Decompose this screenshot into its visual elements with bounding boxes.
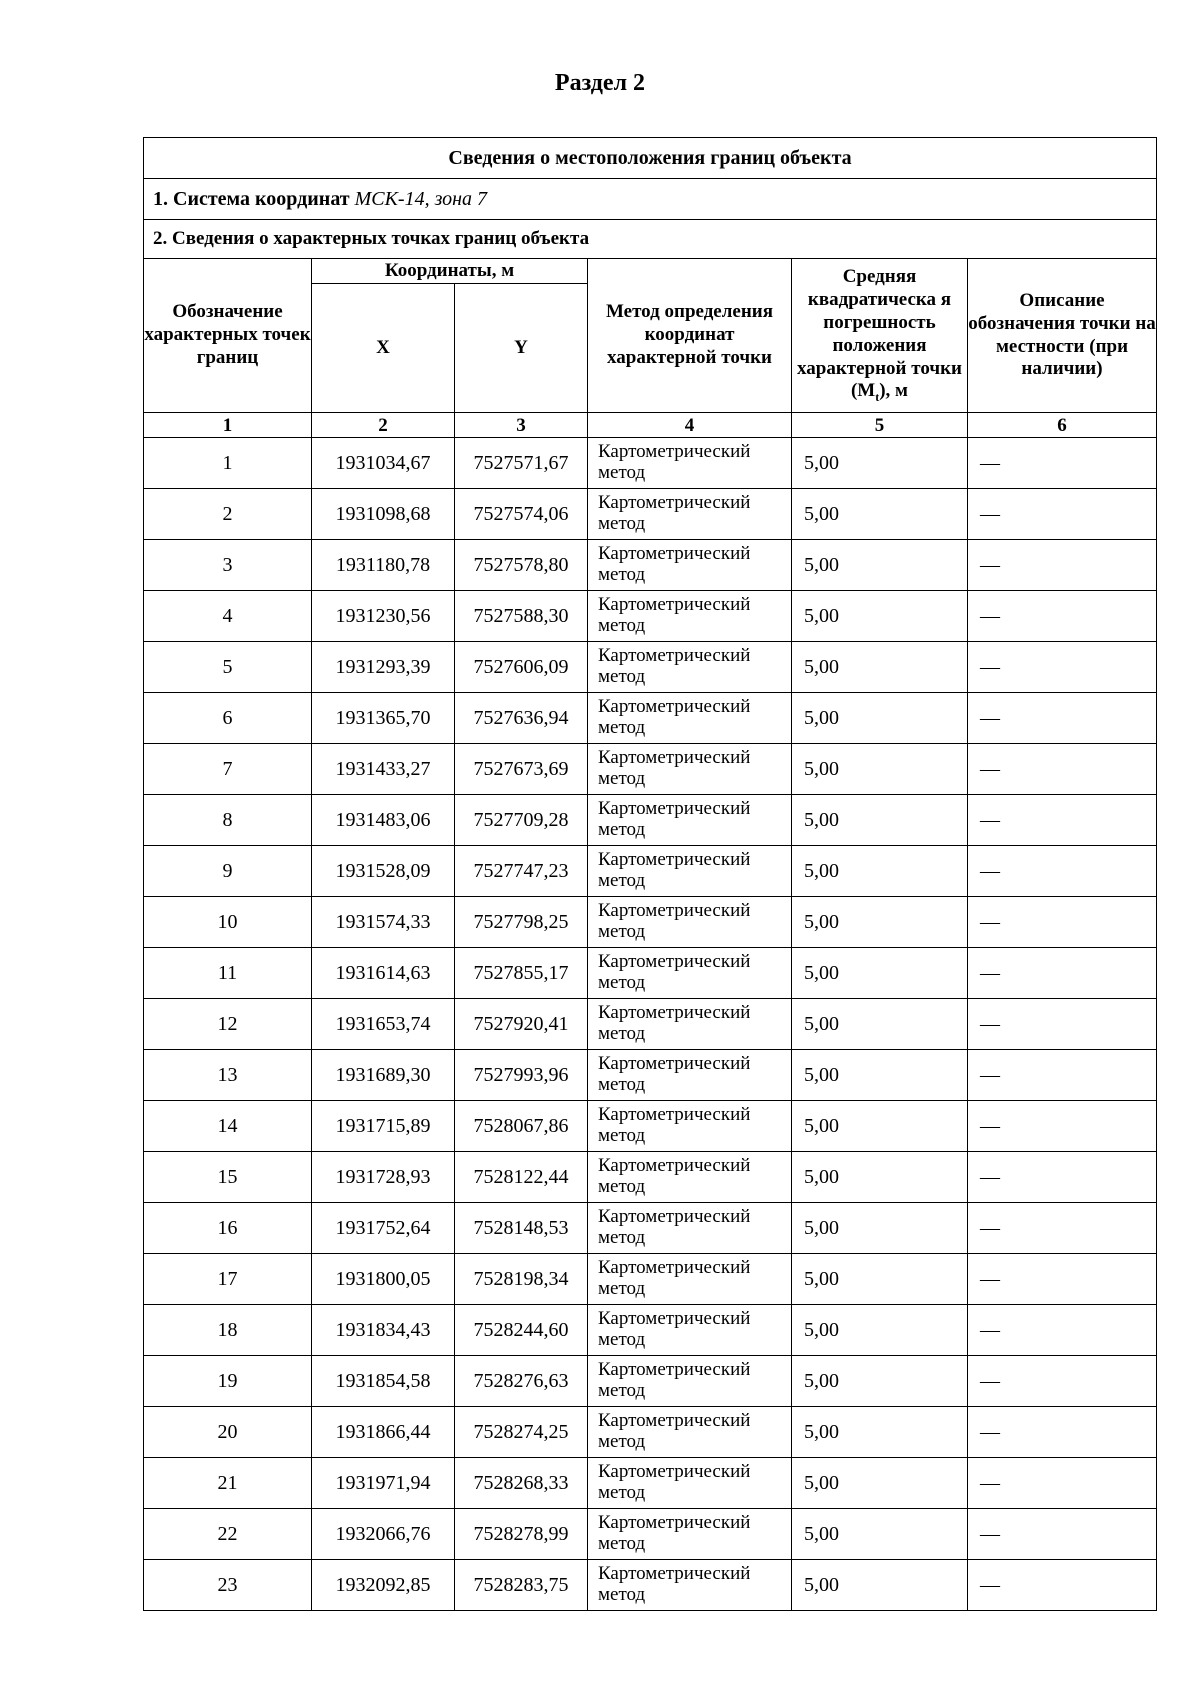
cell-y: 7528268,33 bbox=[455, 1458, 588, 1509]
cell-method: Картометрический метод bbox=[588, 438, 792, 489]
cell-description: — bbox=[968, 1407, 1157, 1458]
table-row bbox=[144, 1458, 1157, 1509]
cell-y: 7528122,44 bbox=[455, 1152, 588, 1203]
cell-x: 1931854,58 bbox=[312, 1356, 455, 1407]
cell-method: Картометрический метод bbox=[588, 1305, 792, 1356]
cell-y: 7527606,09 bbox=[455, 642, 588, 693]
cell-y: 7527747,23 bbox=[455, 846, 588, 897]
cell-x: 1931034,67 bbox=[312, 438, 455, 489]
cell-method: Картометрический метод bbox=[588, 693, 792, 744]
cell-point: 19 bbox=[144, 1356, 312, 1407]
cell-x: 1931971,94 bbox=[312, 1458, 455, 1509]
cell-y: 7527588,30 bbox=[455, 591, 588, 642]
cell-method: Картометрический метод bbox=[588, 948, 792, 999]
cell-y: 7528244,60 bbox=[455, 1305, 588, 1356]
cell-description: — bbox=[968, 1254, 1157, 1305]
column-number: 5 bbox=[792, 413, 968, 438]
cell-error: 5,00 bbox=[792, 948, 968, 999]
table-row bbox=[144, 897, 1157, 948]
cell-error: 5,00 bbox=[792, 1356, 968, 1407]
cell-method: Картометрический метод bbox=[588, 1152, 792, 1203]
cell-point: 17 bbox=[144, 1254, 312, 1305]
cell-x: 1932066,76 bbox=[312, 1509, 455, 1560]
cell-y: 7527574,06 bbox=[455, 489, 588, 540]
table-row bbox=[144, 438, 1157, 489]
table-row bbox=[144, 999, 1157, 1050]
table-title: Сведения о местоположения границ объекта bbox=[144, 138, 1157, 179]
cell-method: Картометрический метод bbox=[588, 1509, 792, 1560]
table-row bbox=[144, 1305, 1157, 1356]
cell-description: — bbox=[968, 795, 1157, 846]
cell-x: 1931230,56 bbox=[312, 591, 455, 642]
cell-x: 1931614,63 bbox=[312, 948, 455, 999]
table-row bbox=[144, 1203, 1157, 1254]
cell-point: 21 bbox=[144, 1458, 312, 1509]
cell-y: 7528198,34 bbox=[455, 1254, 588, 1305]
cell-error: 5,00 bbox=[792, 1407, 968, 1458]
cell-point: 10 bbox=[144, 897, 312, 948]
table-row bbox=[144, 1560, 1157, 1611]
cell-description: — bbox=[968, 1050, 1157, 1101]
cell-x: 1931834,43 bbox=[312, 1305, 455, 1356]
cell-error: 5,00 bbox=[792, 897, 968, 948]
cell-method: Картометрический метод bbox=[588, 1560, 792, 1611]
cell-error: 5,00 bbox=[792, 438, 968, 489]
cell-x: 1931098,68 bbox=[312, 489, 455, 540]
cell-description: — bbox=[968, 846, 1157, 897]
table-row bbox=[144, 540, 1157, 591]
cell-method: Картометрический метод bbox=[588, 1254, 792, 1305]
coord-system-label: 1. Система координат bbox=[153, 187, 350, 210]
cell-error: 5,00 bbox=[792, 591, 968, 642]
cell-method: Картометрический метод bbox=[588, 540, 792, 591]
cell-x: 1931433,27 bbox=[312, 744, 455, 795]
cell-method: Картометрический метод bbox=[588, 897, 792, 948]
cell-description: — bbox=[968, 438, 1157, 489]
cell-error: 5,00 bbox=[792, 1254, 968, 1305]
cell-point: 4 bbox=[144, 591, 312, 642]
cell-y: 7527709,28 bbox=[455, 795, 588, 846]
cell-x: 1931293,39 bbox=[312, 642, 455, 693]
cell-error: 5,00 bbox=[792, 693, 968, 744]
boundary-points-table bbox=[143, 137, 1157, 1611]
cell-point: 8 bbox=[144, 795, 312, 846]
cell-description: — bbox=[968, 693, 1157, 744]
table-row bbox=[144, 1407, 1157, 1458]
cell-method: Картометрический метод bbox=[588, 591, 792, 642]
column-number: 1 bbox=[144, 413, 312, 438]
cell-y: 7527571,67 bbox=[455, 438, 588, 489]
table-row bbox=[144, 489, 1157, 540]
cell-y: 7527920,41 bbox=[455, 999, 588, 1050]
cell-y: 7528276,63 bbox=[455, 1356, 588, 1407]
table-row bbox=[144, 1101, 1157, 1152]
cell-error: 5,00 bbox=[792, 795, 968, 846]
cell-description: — bbox=[968, 897, 1157, 948]
cell-point: 6 bbox=[144, 693, 312, 744]
cell-y: 7528067,86 bbox=[455, 1101, 588, 1152]
cell-x: 1931715,89 bbox=[312, 1101, 455, 1152]
cell-error: 5,00 bbox=[792, 1560, 968, 1611]
cell-x: 1931752,64 bbox=[312, 1203, 455, 1254]
cell-point: 23 bbox=[144, 1560, 312, 1611]
cell-point: 13 bbox=[144, 1050, 312, 1101]
cell-description: — bbox=[968, 1560, 1157, 1611]
cell-error: 5,00 bbox=[792, 846, 968, 897]
column-number: 6 bbox=[968, 413, 1157, 438]
cell-point: 14 bbox=[144, 1101, 312, 1152]
cell-method: Картометрический метод bbox=[588, 1458, 792, 1509]
cell-point: 3 bbox=[144, 540, 312, 591]
cell-x: 1931653,74 bbox=[312, 999, 455, 1050]
cell-error: 5,00 bbox=[792, 1458, 968, 1509]
column-number: 2 bbox=[312, 413, 455, 438]
cell-description: — bbox=[968, 642, 1157, 693]
cell-y: 7528274,25 bbox=[455, 1407, 588, 1458]
cell-x: 1931528,09 bbox=[312, 846, 455, 897]
table-row bbox=[144, 795, 1157, 846]
table-row bbox=[144, 591, 1157, 642]
cell-x: 1931728,93 bbox=[312, 1152, 455, 1203]
cell-description: — bbox=[968, 744, 1157, 795]
cell-point: 5 bbox=[144, 642, 312, 693]
column-number: 4 bbox=[588, 413, 792, 438]
cell-method: Картометрический метод bbox=[588, 1407, 792, 1458]
cell-description: — bbox=[968, 1356, 1157, 1407]
coord-system-row bbox=[144, 179, 1157, 220]
cell-description: — bbox=[968, 489, 1157, 540]
cell-method: Картометрический метод bbox=[588, 1356, 792, 1407]
cell-x: 1931689,30 bbox=[312, 1050, 455, 1101]
cell-point: 15 bbox=[144, 1152, 312, 1203]
cell-x: 1931483,06 bbox=[312, 795, 455, 846]
header-error bbox=[792, 259, 968, 413]
table-row bbox=[144, 744, 1157, 795]
cell-error: 5,00 bbox=[792, 1101, 968, 1152]
cell-description: — bbox=[968, 1101, 1157, 1152]
cell-method: Картометрический метод bbox=[588, 1050, 792, 1101]
cell-y: 7527636,94 bbox=[455, 693, 588, 744]
cell-y: 7528283,75 bbox=[455, 1560, 588, 1611]
header-method: Метод определения координат характерной точки bbox=[588, 259, 792, 413]
cell-description: — bbox=[968, 1305, 1157, 1356]
cell-method: Картометрический метод bbox=[588, 795, 792, 846]
points-section-label: 2. Сведения о характерных точках границ объекта bbox=[144, 220, 1157, 259]
table-row bbox=[144, 948, 1157, 999]
cell-point: 20 bbox=[144, 1407, 312, 1458]
cell-x: 1931574,33 bbox=[312, 897, 455, 948]
cell-description: — bbox=[968, 1458, 1157, 1509]
cell-point: 12 bbox=[144, 999, 312, 1050]
table-row bbox=[144, 1152, 1157, 1203]
cell-method: Картометрический метод bbox=[588, 744, 792, 795]
cell-error: 5,00 bbox=[792, 642, 968, 693]
cell-point: 7 bbox=[144, 744, 312, 795]
table-row bbox=[144, 642, 1157, 693]
cell-error: 5,00 bbox=[792, 1305, 968, 1356]
cell-description: — bbox=[968, 1203, 1157, 1254]
table-row bbox=[144, 1356, 1157, 1407]
header-x: X bbox=[312, 284, 455, 413]
cell-point: 2 bbox=[144, 489, 312, 540]
cell-description: — bbox=[968, 540, 1157, 591]
cell-method: Картометрический метод bbox=[588, 489, 792, 540]
header-error-tail: ), м bbox=[879, 380, 909, 402]
cell-method: Картометрический метод bbox=[588, 846, 792, 897]
cell-point: 11 bbox=[144, 948, 312, 999]
cell-description: — bbox=[968, 948, 1157, 999]
cell-y: 7527993,96 bbox=[455, 1050, 588, 1101]
cell-method: Картометрический метод bbox=[588, 642, 792, 693]
coord-system-value: МСК-14, зона 7 bbox=[354, 187, 488, 210]
cell-error: 5,00 bbox=[792, 540, 968, 591]
cell-x: 1931866,44 bbox=[312, 1407, 455, 1458]
cell-description: — bbox=[968, 1152, 1157, 1203]
cell-y: 7528148,53 bbox=[455, 1203, 588, 1254]
section-title: Раздел 2 bbox=[554, 70, 646, 96]
column-number: 3 bbox=[455, 413, 588, 438]
cell-method: Картометрический метод bbox=[588, 1101, 792, 1152]
header-y: Y bbox=[455, 284, 588, 413]
cell-y: 7528278,99 bbox=[455, 1509, 588, 1560]
cell-error: 5,00 bbox=[792, 1203, 968, 1254]
table-row bbox=[144, 1050, 1157, 1101]
cell-y: 7527855,17 bbox=[455, 948, 588, 999]
header-description: Описание обозначения точки на местности (при наличии) bbox=[968, 259, 1157, 413]
column-numbers-row bbox=[144, 413, 1157, 438]
cell-description: — bbox=[968, 1509, 1157, 1560]
cell-method: Картометрический метод bbox=[588, 999, 792, 1050]
cell-x: 1931365,70 bbox=[312, 693, 455, 744]
cell-description: — bbox=[968, 591, 1157, 642]
cell-point: 9 bbox=[144, 846, 312, 897]
cell-error: 5,00 bbox=[792, 1050, 968, 1101]
cell-point: 18 bbox=[144, 1305, 312, 1356]
header-point-designation: Обозначение характерных точек границ bbox=[144, 259, 312, 413]
cell-error: 5,00 bbox=[792, 1509, 968, 1560]
cell-x: 1931180,78 bbox=[312, 540, 455, 591]
cell-point: 1 bbox=[144, 438, 312, 489]
cell-error: 5,00 bbox=[792, 1152, 968, 1203]
header-coordinates: Координаты, м bbox=[312, 259, 588, 284]
header-error-text: Средняя квадратическа я погрешность положения характерной точки (M bbox=[797, 266, 962, 402]
cell-point: 16 bbox=[144, 1203, 312, 1254]
cell-x: 1932092,85 bbox=[312, 1560, 455, 1611]
cell-error: 5,00 bbox=[792, 744, 968, 795]
cell-error: 5,00 bbox=[792, 999, 968, 1050]
cell-method: Картометрический метод bbox=[588, 1203, 792, 1254]
cell-description: — bbox=[968, 999, 1157, 1050]
table-row bbox=[144, 693, 1157, 744]
table-row bbox=[144, 1509, 1157, 1560]
cell-point: 22 bbox=[144, 1509, 312, 1560]
cell-y: 7527673,69 bbox=[455, 744, 588, 795]
header-error-subscript: t bbox=[875, 390, 880, 405]
cell-y: 7527578,80 bbox=[455, 540, 588, 591]
cell-error: 5,00 bbox=[792, 489, 968, 540]
table-row bbox=[144, 1254, 1157, 1305]
cell-y: 7527798,25 bbox=[455, 897, 588, 948]
cell-x: 1931800,05 bbox=[312, 1254, 455, 1305]
table-row bbox=[144, 846, 1157, 897]
